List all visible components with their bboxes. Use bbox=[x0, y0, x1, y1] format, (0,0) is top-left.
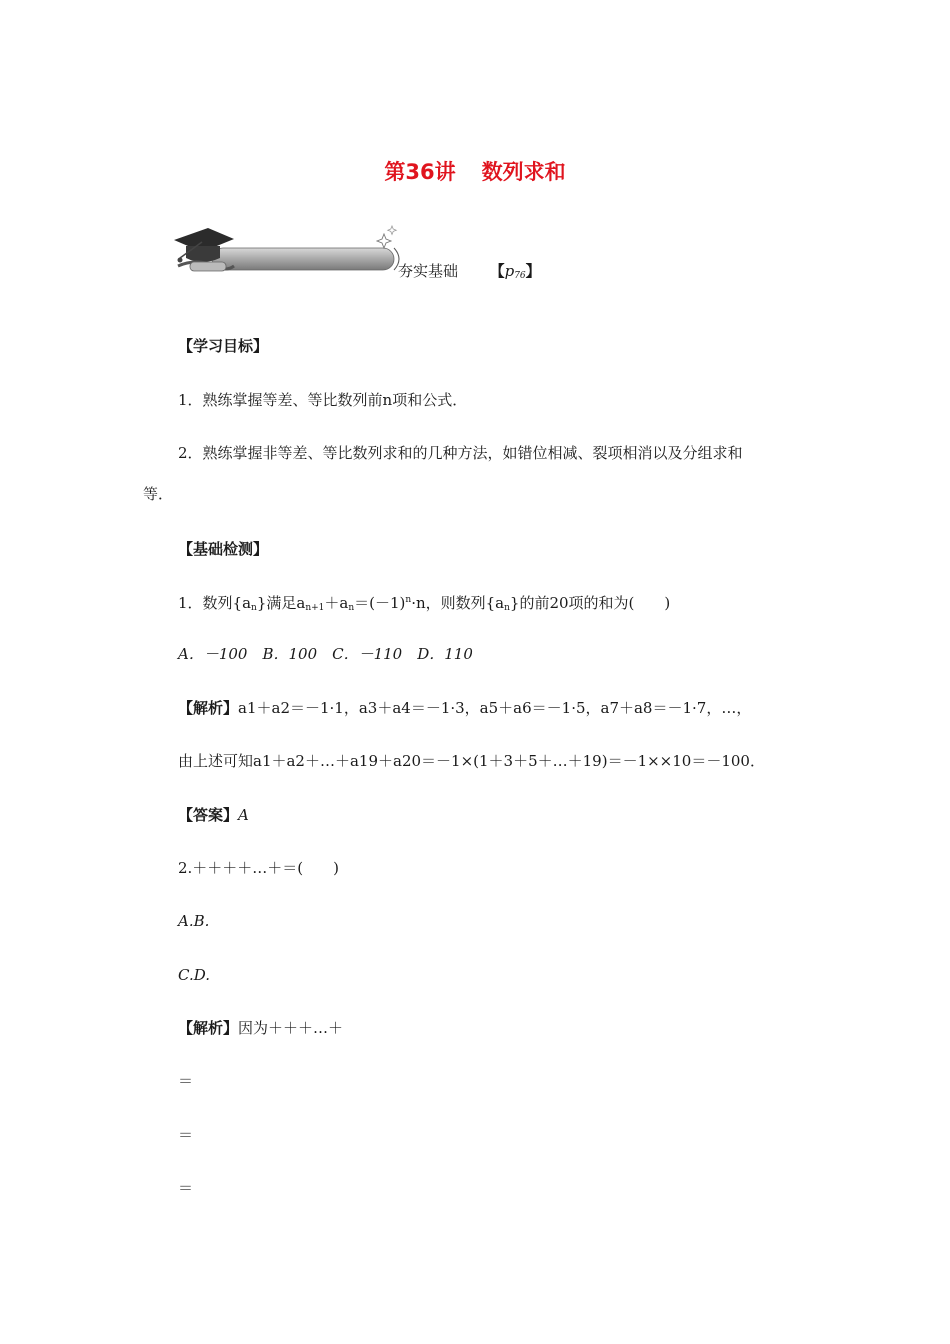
question-1-analysis bbox=[178, 698, 751, 718]
equation-line-3: ＝ bbox=[178, 1179, 194, 1197]
page-ref-open: 【 bbox=[489, 262, 505, 280]
banner-label-row bbox=[398, 261, 541, 286]
q1-sub-2: n+1 bbox=[305, 603, 325, 613]
question-1-options: A．－100 B．100 C．－110 D．110 bbox=[178, 645, 473, 663]
analysis-text-1: a1＋a2＝－1·1，a3＋a4＝－1·3，a5＋a6＝－1·5，a7＋a8＝－1·7，…， bbox=[238, 699, 752, 717]
answer-label: 【答案】 bbox=[178, 806, 239, 824]
question-1 bbox=[178, 590, 670, 618]
q1-text-2: }满足a bbox=[256, 594, 306, 612]
page-ref-p: p bbox=[504, 262, 515, 280]
question-1-analysis-cont: 由上述可知a1＋a2＋…＋a19＋a20＝－1×(1＋3＋5＋…＋19)＝－1××10＝－100． bbox=[178, 752, 765, 770]
question-2-analysis bbox=[178, 1018, 343, 1038]
question-2: 2.＋＋＋＋…＋＝( ) bbox=[178, 859, 340, 877]
analysis-text-2: 因为＋＋＋…＋ bbox=[238, 1019, 344, 1037]
question-2-options-ab: A.B. bbox=[178, 912, 210, 930]
q1-text-5: ·n，则数列{a bbox=[411, 594, 505, 612]
page-ref-number: 76 bbox=[514, 271, 526, 281]
question-1-answer bbox=[178, 805, 249, 825]
learning-goal-2: 2．熟练掌握非等差、等比数列求和的几种方法，如错位相减、裂项相消以及分组求和 bbox=[178, 444, 743, 462]
learning-goal-1: 1．熟练掌握等差、等比数列前n项和公式． bbox=[178, 391, 468, 409]
equation-line-1: ＝ bbox=[178, 1072, 194, 1090]
q1-sup: n bbox=[405, 595, 412, 605]
page-ref-close: 】 bbox=[525, 262, 541, 280]
q1-sub-4: n bbox=[504, 603, 510, 613]
lecture-number: 第36讲 bbox=[384, 160, 456, 184]
q1-text-3: ＋a bbox=[324, 594, 349, 612]
equation-line-2: ＝ bbox=[178, 1126, 194, 1144]
lecture-topic: 数列求和 bbox=[481, 160, 566, 184]
banner-label: 夯实基础 bbox=[398, 262, 459, 280]
q1-text-4: ＝(－1) bbox=[354, 594, 406, 612]
analysis-label-2: 【解析】 bbox=[178, 1019, 239, 1037]
q1-text-6: }的前20项的和为( ) bbox=[509, 594, 671, 612]
q1-sub-1: n bbox=[251, 603, 257, 613]
q1-sub-3: n bbox=[348, 603, 355, 613]
basic-check-heading: 【基础检测】 bbox=[178, 540, 269, 558]
q1-text-1: 1．数列{a bbox=[178, 594, 252, 612]
analysis-label: 【解析】 bbox=[178, 699, 239, 717]
question-2-options-cd: C.D. bbox=[178, 966, 210, 984]
learning-goals-heading: 【学习目标】 bbox=[178, 337, 269, 355]
learning-goal-2-cont: 等． bbox=[143, 485, 174, 503]
page-title bbox=[0, 158, 950, 186]
answer-value: A bbox=[238, 806, 249, 824]
